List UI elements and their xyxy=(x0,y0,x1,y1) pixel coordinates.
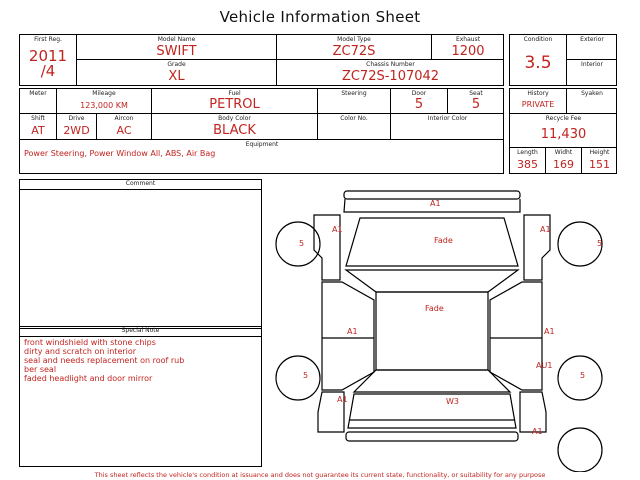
rear-bumper-outline xyxy=(346,432,518,441)
width-label: Widht xyxy=(554,149,573,156)
fuel-value: PETROL xyxy=(209,97,260,112)
model-name-value: SWIFT xyxy=(156,44,197,59)
mark-tire-rr: 5 xyxy=(580,371,586,380)
grade-label: Grade xyxy=(167,61,186,68)
mark-hood: Fade xyxy=(434,236,453,245)
equipment-label: Equipment xyxy=(245,141,279,148)
history-label: History xyxy=(527,90,549,97)
shift-label: Shift xyxy=(31,115,45,122)
length-label: Length xyxy=(517,149,538,156)
trunk-outline xyxy=(348,394,516,428)
mileage-value: 123,000 KM xyxy=(80,101,128,110)
height-value: 151 xyxy=(589,158,610,171)
first-reg-value: 2011 /4 xyxy=(28,47,68,80)
comment-label: Comment xyxy=(125,180,156,187)
special-note-box xyxy=(19,326,262,467)
syaken-label: Syaken xyxy=(581,90,603,97)
seat-label: Seat xyxy=(469,90,483,97)
disclaimer-footer: This sheet reflects the vehicle's condition at issuance and does not guarantee its current state, functionality, or suitability for any purpose xyxy=(94,471,546,479)
specs-table xyxy=(19,88,504,174)
door-cell xyxy=(391,89,448,114)
interior-label: Interior xyxy=(581,61,603,68)
mark-rear-right: A1 xyxy=(532,427,543,436)
special-note-line: dirty and scratch on interior xyxy=(24,347,137,356)
door-label: Door xyxy=(411,90,427,97)
right-side-outline xyxy=(490,282,542,390)
height-cell xyxy=(582,148,617,174)
recycle-value: 11,430 xyxy=(540,127,587,142)
door-value: 5 xyxy=(414,97,424,112)
equipment-value: Power Steering, Power Window All, ABS, Air Bag xyxy=(24,149,216,158)
rear-window-outline xyxy=(354,370,510,392)
steering-label: Steering xyxy=(341,90,367,97)
chassis-value: ZC72S-107042 xyxy=(341,69,440,84)
drive-cell xyxy=(57,114,97,140)
mark-right-door: A1 xyxy=(544,327,555,336)
special-note-line: seal and needs replacement on roof rub xyxy=(24,356,185,365)
special-note-line: faded headlight and door mirror xyxy=(24,374,153,383)
vehicle-info-table xyxy=(19,34,504,86)
first-reg-cell xyxy=(20,35,77,86)
page-title: Vehicle Information Sheet xyxy=(219,8,421,26)
chassis-cell xyxy=(277,60,504,86)
color-no-label: Color No. xyxy=(340,115,368,122)
exhaust-cell xyxy=(432,35,504,60)
mark-roof: Fade xyxy=(425,304,444,313)
model-type-label: Model Type xyxy=(337,36,371,43)
aircon-label: Aircon xyxy=(114,115,134,122)
mark-rear: W3 xyxy=(446,397,459,406)
model-type-cell xyxy=(277,35,432,60)
car-damage-diagram xyxy=(262,180,640,472)
mileage-cell xyxy=(57,89,152,114)
windshield-outline xyxy=(346,270,518,292)
seat-cell xyxy=(448,89,504,114)
interior-color-cell xyxy=(391,114,504,140)
model-name-cell xyxy=(77,35,277,60)
color-no-cell xyxy=(318,114,391,140)
shift-cell xyxy=(20,114,57,140)
condition-label: Condition xyxy=(523,36,553,43)
special-note-header xyxy=(20,327,261,337)
equipment-cell xyxy=(20,140,504,174)
shift-value: AT xyxy=(31,124,45,137)
exhaust-label: Exhaust xyxy=(455,36,481,43)
condition-cell xyxy=(510,35,567,86)
height-label: Height xyxy=(589,149,610,156)
exterior-cell xyxy=(567,35,617,60)
aircon-value: AC xyxy=(116,124,132,137)
aircon-cell xyxy=(97,114,152,140)
mark-right-rear: AU1 xyxy=(536,361,553,370)
syaken-cell xyxy=(567,89,617,114)
left-side-outline xyxy=(322,282,374,390)
comment-header xyxy=(20,180,261,190)
exterior-label: Exterior xyxy=(580,36,604,43)
interior-color-label: Interior Color xyxy=(427,115,468,122)
comment-box xyxy=(19,179,262,329)
recycle-cell xyxy=(510,114,617,148)
mark-rear-left: A1 xyxy=(337,395,348,404)
body-color-cell xyxy=(152,114,318,140)
right-rear-fender-outline xyxy=(520,392,546,432)
seat-value: 5 xyxy=(471,97,481,112)
body-color-label: Body Color xyxy=(218,115,251,122)
front-bumper-outline xyxy=(344,191,520,199)
grade-cell xyxy=(77,60,277,86)
mileage-label: Mileage xyxy=(92,90,116,97)
mark-front-right: A1 xyxy=(540,225,551,234)
condition-value: 3.5 xyxy=(524,53,552,73)
steering-cell xyxy=(318,89,391,114)
length-cell xyxy=(510,148,546,174)
mark-front: A1 xyxy=(430,199,441,208)
grade-value: XL xyxy=(168,69,185,84)
history-box xyxy=(509,88,617,174)
width-cell xyxy=(546,148,582,174)
special-note-label: Special Note xyxy=(121,327,160,334)
meter-label: Meter xyxy=(29,90,47,97)
meter-cell xyxy=(20,89,57,114)
recycle-label: Recycle Fee xyxy=(545,115,582,122)
body-color-value: BLACK xyxy=(213,123,256,138)
drive-value: 2WD xyxy=(63,124,90,137)
model-name-label: Model Name xyxy=(157,36,196,43)
special-note-line: ber seal xyxy=(24,365,57,374)
model-type-value: ZC72S xyxy=(332,44,376,59)
mark-front-left: A1 xyxy=(332,225,343,234)
mark-tire-fr: 5 xyxy=(597,239,603,248)
mark-left-door: A1 xyxy=(347,327,358,336)
fuel-cell xyxy=(152,89,318,114)
drive-label: Drive xyxy=(68,115,85,122)
hood-outline xyxy=(346,218,518,266)
special-note-line: front windshield with stone chips xyxy=(24,338,156,347)
spare-tire xyxy=(558,428,602,472)
tire-front-right xyxy=(558,222,602,266)
chassis-label: Chassis Number xyxy=(366,61,415,68)
length-value: 385 xyxy=(517,158,538,171)
mark-tire-fl: 5 xyxy=(299,239,305,248)
width-value: 169 xyxy=(553,158,574,171)
tire-rear-left xyxy=(276,356,320,400)
history-cell xyxy=(510,89,567,114)
mark-tire-rl: 5 xyxy=(303,371,309,380)
first-reg-label: First Reg. xyxy=(34,36,62,43)
history-value: PRIVATE xyxy=(521,100,555,109)
interior-cell xyxy=(567,60,617,86)
exhaust-value: 1200 xyxy=(451,44,485,59)
condition-box xyxy=(509,34,617,86)
fuel-label: Fuel xyxy=(228,90,241,97)
